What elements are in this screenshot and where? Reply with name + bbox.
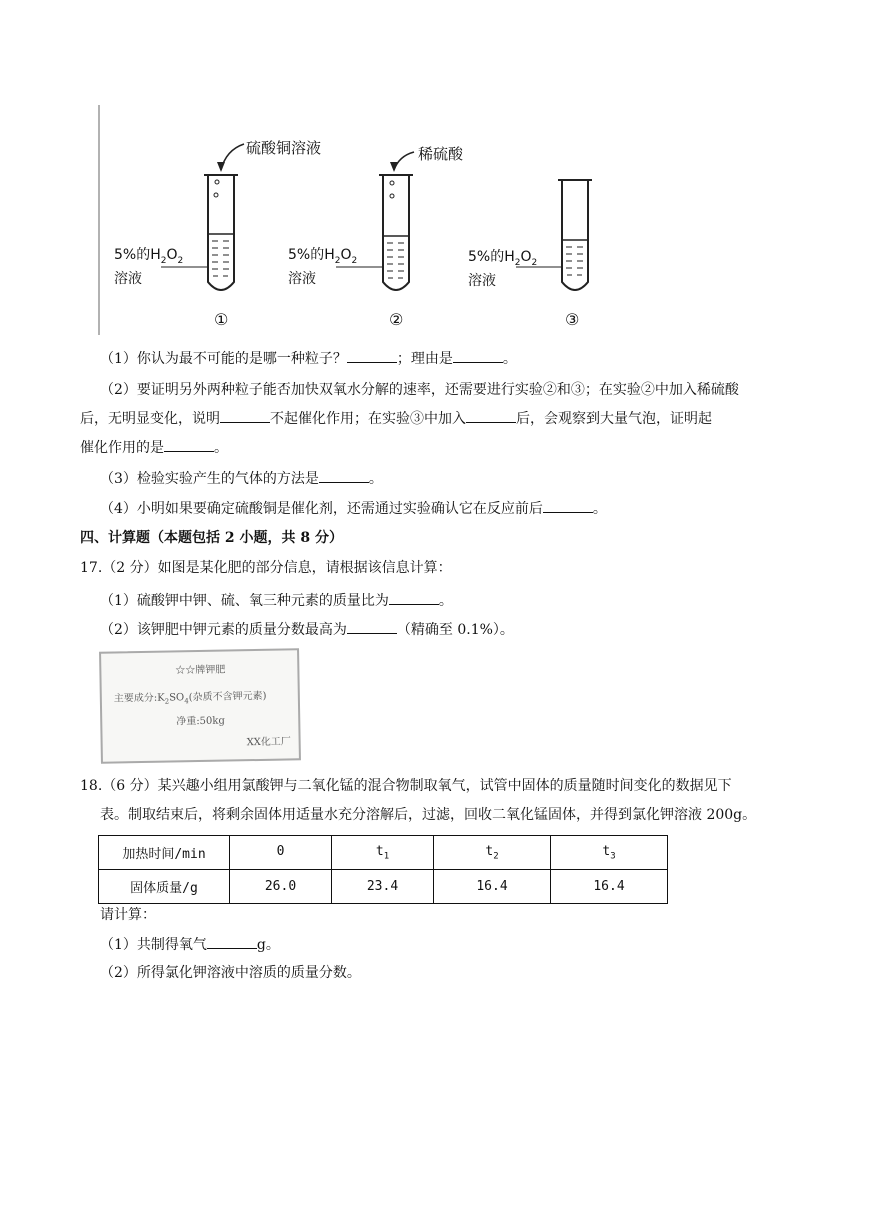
q18-ask: 请计算： bbox=[100, 907, 156, 923]
table-header-time: 加热时间/min bbox=[99, 836, 230, 870]
fertilizer-brand: ☆☆牌钾肥 bbox=[175, 664, 226, 677]
table-cell: 16.4 bbox=[434, 870, 551, 904]
q17-part2: （2）该钾肥中钾元素的质量分数最高为 （精确至 0.1%）。 bbox=[100, 619, 514, 640]
answer-blank[interactable] bbox=[389, 590, 439, 605]
q16-part2-line3: 催化作用的是 。 bbox=[80, 437, 228, 458]
table-cell: 0 bbox=[230, 836, 332, 870]
tube2-reagent-label: 稀硫酸 bbox=[418, 145, 464, 163]
table-cell: $t_1$ bbox=[332, 836, 434, 870]
table-cell: $t_2$ bbox=[434, 836, 551, 870]
q16-part4: （4）小明如果要确定硫酸铜是催化剂，还需通过实验确认它在反应前后 。 bbox=[100, 498, 607, 519]
tube1-reagent-label: 硫酸铜溶液 bbox=[246, 139, 322, 157]
section-title: 四、计算题（本题包括 2 小题，共 8 分） bbox=[80, 530, 343, 546]
q17-stem: 17.（2 分）如图是某化肥的部分信息，请根据该信息计算： bbox=[80, 560, 452, 576]
tube3-h2o2-label: 5%的$H_2O_2$ 溶液 bbox=[468, 249, 538, 289]
answer-blank[interactable] bbox=[220, 408, 270, 423]
answer-blank[interactable] bbox=[164, 437, 214, 452]
q18-part1: （1）共制得氧气 g。 bbox=[100, 934, 280, 955]
tube2-number: ② bbox=[389, 310, 404, 329]
answer-blank[interactable] bbox=[453, 348, 503, 363]
test-tube-diagram bbox=[96, 100, 616, 340]
table-cell: 16.4 bbox=[551, 870, 668, 904]
q16-part2-line1: （2）要证明另外两种粒子能否加快双氧水分解的速率，还需要进行实验②和③；在实验②中加入稀硫酸 bbox=[100, 382, 739, 398]
table-cell: 23.4 bbox=[332, 870, 434, 904]
q16-part1: （1）你认为最不可能的是哪一种粒子？ ；理由是 。 bbox=[100, 348, 517, 369]
test-tube-figure bbox=[96, 100, 616, 340]
table-row bbox=[99, 836, 668, 870]
q18-stem-line2: 表。制取结束后，将剩余固体用适量水充分溶解后，过滤，回收二氧化锰固体，并得到氯化钾溶液 200g。 bbox=[100, 807, 757, 823]
tube1-number: ① bbox=[214, 310, 229, 329]
fertilizer-label bbox=[99, 648, 301, 763]
fertilizer-ingredient: 主要成分$:K_2SO_4$(杂质不含钾元素) bbox=[113, 690, 267, 706]
answer-blank[interactable] bbox=[207, 934, 257, 949]
table-row bbox=[99, 870, 668, 904]
fertilizer-net-weight: 净重:50kg bbox=[176, 715, 225, 728]
table-header-mass: 固体质量/g bbox=[99, 870, 230, 904]
table-cell: 26.0 bbox=[230, 870, 332, 904]
answer-blank[interactable] bbox=[319, 468, 369, 483]
q18-part2: （2）所得氯化钾溶液中溶质的质量分数。 bbox=[100, 965, 361, 981]
answer-blank[interactable] bbox=[347, 619, 397, 634]
data-table bbox=[98, 835, 668, 904]
q17-part1: （1）硫酸钾中钾、硫、氧三种元素的质量比为 。 bbox=[100, 590, 453, 611]
answer-blank[interactable] bbox=[543, 498, 593, 513]
q16-part3: （3）检验实验产生的气体的方法是 。 bbox=[100, 468, 383, 489]
answer-blank[interactable] bbox=[466, 408, 516, 423]
answer-blank[interactable] bbox=[347, 348, 397, 363]
q16-part2-line2: 后，无明显变化，说明 不起催化作用；在实验③中加入 后，会观察到大量气泡，证明起 bbox=[80, 408, 712, 429]
table-cell: $t_3$ bbox=[551, 836, 668, 870]
q18-stem-line1: 18.（6 分）某兴趣小组用氯酸钾与二氧化锰的混合物制取氧气，试管中固体的质量随时间变化的数据见下 bbox=[80, 778, 732, 794]
tube1-h2o2-label: 5%的$H_2O_2$ 溶液 bbox=[114, 247, 184, 287]
tube3-number: ③ bbox=[565, 310, 580, 329]
fertilizer-factory: XX化工厂 bbox=[246, 736, 291, 749]
tube2-h2o2-label: 5%的$H_2O_2$ 溶液 bbox=[288, 247, 358, 287]
